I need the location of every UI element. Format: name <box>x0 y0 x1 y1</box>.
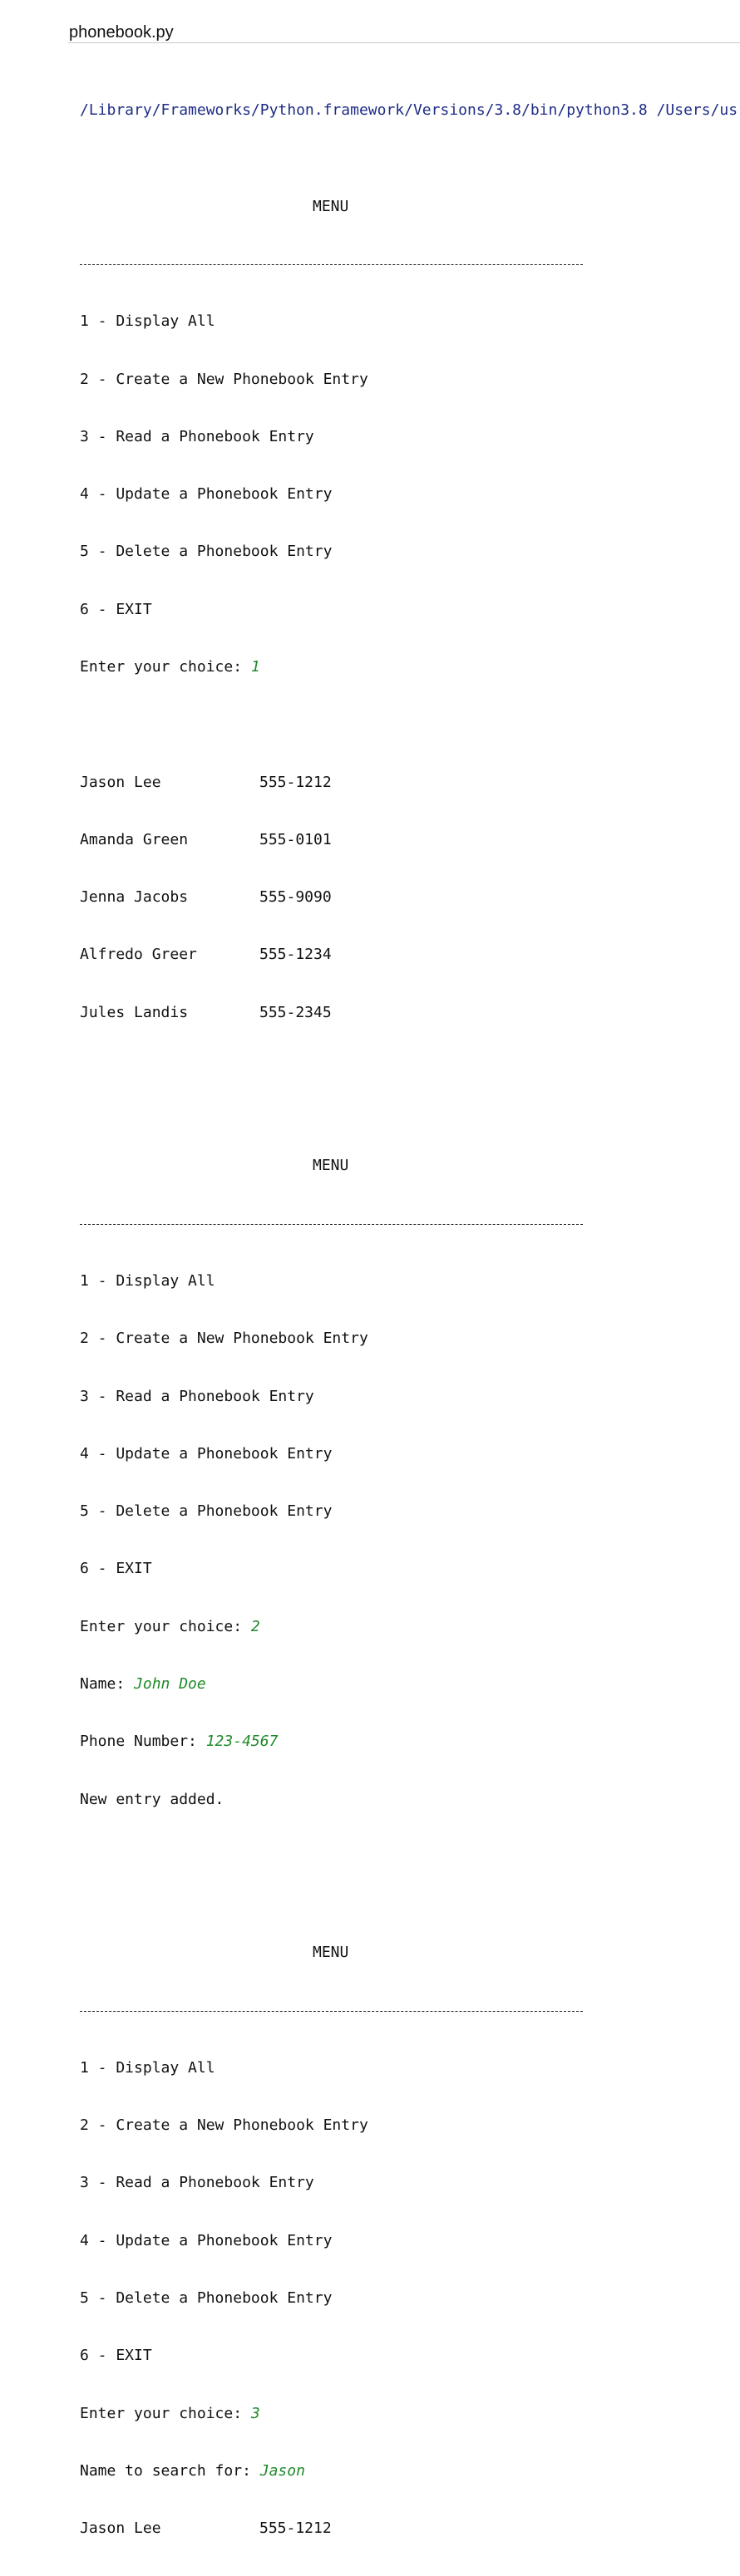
menu-option-1: 1 - Display All <box>80 2058 215 2077</box>
menu-option-6: 6 - EXIT <box>80 2347 152 2365</box>
entry-name: Amanda Green <box>80 830 189 848</box>
choice-prompt-line <box>80 1617 740 1636</box>
entry-phone: 555-0101 <box>259 830 332 848</box>
entry-name: Jules Landis <box>80 1003 189 1021</box>
choice-prompt: Enter your choice: <box>80 1617 251 1635</box>
name-prompt-line <box>80 1674 740 1694</box>
user-phone-input: 123-4567 <box>205 1733 279 1751</box>
menu-option-4: 4 - Update a Phonebook Entry <box>80 1444 333 1463</box>
choice-prompt-line <box>80 657 740 676</box>
entry-name: Alfredo Greer <box>80 946 197 964</box>
menu-option-5: 5 - Delete a Phonebook Entry <box>80 1502 333 1521</box>
menu-option-3: 3 - Read a Phonebook Entry <box>80 427 314 445</box>
user-search-input: Jason <box>259 2461 305 2480</box>
menu-option-1: 1 - Display All <box>80 312 215 331</box>
phone-prompt: Phone Number: <box>80 1733 206 1751</box>
entry-name: Jason Lee <box>80 773 161 791</box>
choice-prompt: Enter your choice: <box>80 2404 251 2422</box>
entry-row <box>80 2519 740 2538</box>
menu-option-2: 2 - Create a New Phonebook Entry <box>80 370 368 388</box>
menu-option-2: 2 - Create a New Phonebook Entry <box>80 1330 368 1348</box>
entry-row <box>80 945 740 964</box>
menu-title: MENU <box>313 197 349 215</box>
menu-option-1: 1 - Display All <box>80 1272 215 1290</box>
entry-phone: 555-1212 <box>259 773 332 791</box>
search-prompt-line <box>80 2461 740 2480</box>
result-message: New entry added. <box>80 1790 224 1808</box>
entry-phone: 555-1234 <box>259 946 332 964</box>
menu-option-2: 2 - Create a New Phonebook Entry <box>80 2116 368 2135</box>
menu-option-6: 6 - EXIT <box>80 1560 152 1578</box>
entry-name: Jenna Jacobs <box>80 888 189 907</box>
search-prompt: Name to search for: <box>80 2461 260 2480</box>
menu-option-3: 3 - Read a Phonebook Entry <box>80 2174 314 2192</box>
choice-prompt-line <box>80 2404 740 2423</box>
entry-phone: 555-9090 <box>259 888 332 907</box>
entry-phone: 555-1212 <box>259 2519 332 2538</box>
entry-row <box>80 887 740 907</box>
menu-separator <box>80 2001 740 2020</box>
menu-option-5: 5 - Delete a Phonebook Entry <box>80 2288 333 2307</box>
name-prompt: Name: <box>80 1674 135 1693</box>
menu-title: MENU <box>313 1944 349 1962</box>
user-choice-input: 1 <box>250 658 260 676</box>
choice-prompt: Enter your choice: <box>80 658 251 676</box>
user-name-input: John Doe <box>134 1674 206 1693</box>
blank-line <box>80 1060 740 1079</box>
run-command-line: /Library/Frameworks/Python.framework/Versions/3.8/bin/python3.8 /Users/us <box>80 101 738 120</box>
entry-name: Jason Lee <box>80 2519 161 2538</box>
entry-row <box>80 773 740 792</box>
entry-phone: 555-2345 <box>259 1003 332 1021</box>
entry-row <box>80 830 740 849</box>
user-choice-input: 3 <box>250 2404 260 2422</box>
menu-option-6: 6 - EXIT <box>80 600 152 618</box>
menu-option-3: 3 - Read a Phonebook Entry <box>80 1387 314 1405</box>
phone-prompt-line <box>80 1732 740 1751</box>
entry-row <box>80 1003 740 1022</box>
menu-separator <box>80 1214 740 1233</box>
blank-line <box>80 1847 740 1866</box>
menu-separator <box>80 254 740 273</box>
menu-option-5: 5 - Delete a Phonebook Entry <box>80 543 333 561</box>
run-tab-title[interactable]: phonebook.py <box>69 23 174 42</box>
user-choice-input: 2 <box>250 1617 260 1635</box>
blank-line <box>80 715 740 734</box>
console-output[interactable] <box>80 43 740 2576</box>
menu-option-4: 4 - Update a Phonebook Entry <box>80 485 333 504</box>
menu-option-4: 4 - Update a Phonebook Entry <box>80 2231 333 2249</box>
menu-title: MENU <box>313 1157 349 1175</box>
